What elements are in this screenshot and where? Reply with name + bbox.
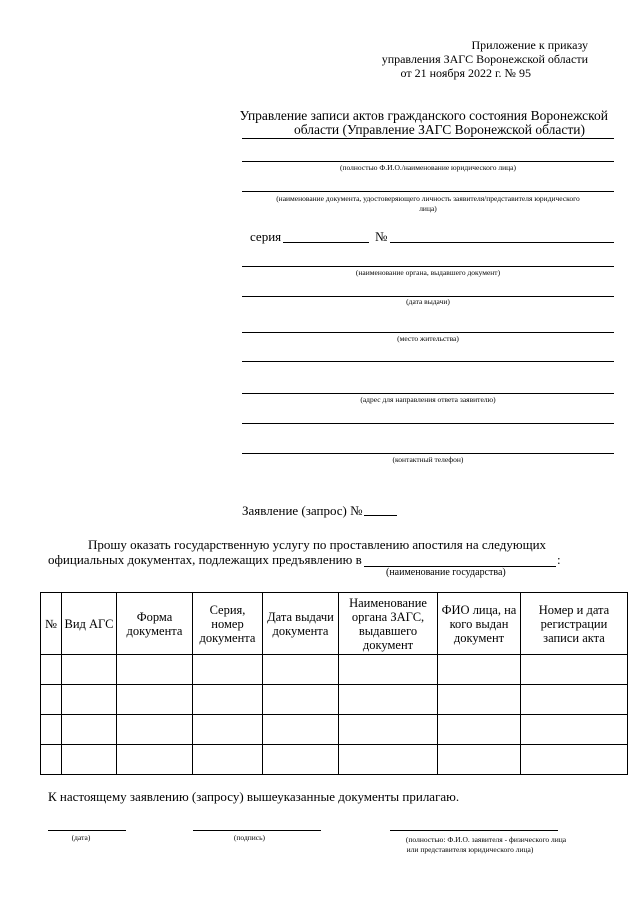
table-cell[interactable] — [263, 715, 339, 745]
reply-address-field-continued[interactable] — [242, 423, 614, 424]
document-number-field[interactable] — [390, 242, 614, 243]
table-cell[interactable] — [41, 745, 62, 775]
appendix-line-3: от 21 ноября 2022 г. № 95 — [400, 66, 531, 80]
table-row — [41, 715, 628, 745]
table-row — [41, 655, 628, 685]
applicant-name-field[interactable] — [390, 830, 558, 831]
organization-title-line-1: Управление записи актов гражданского состояния Воронежской — [239, 108, 608, 123]
table-row — [41, 685, 628, 715]
applicant-name-caption-line-2: или представителя юридического лица) — [406, 845, 534, 854]
documents-table — [40, 592, 628, 775]
fullname-caption: (полностью Ф.И.О./наименование юридического лица) — [340, 163, 516, 172]
residence-caption: (место жительства) — [397, 334, 459, 343]
table-cell[interactable] — [117, 655, 193, 685]
table-cell[interactable] — [62, 715, 117, 745]
application-title: Заявление (запрос) № — [242, 503, 363, 518]
reply-address-field[interactable] — [242, 393, 614, 394]
table-cell[interactable] — [193, 715, 263, 745]
table-cell[interactable] — [521, 715, 628, 745]
reply-address-caption: (адрес для направления ответа заявителю) — [360, 395, 496, 404]
column-header-holder-name: ФИО лица, на кого выдан документ — [438, 593, 521, 655]
destination-state-caption: (наименование государства) — [386, 567, 506, 578]
table-cell[interactable] — [41, 715, 62, 745]
column-header-registration-record: Номер и дата регистрации записи акта — [521, 593, 628, 655]
identity-document-caption-line-1: (наименование документа, удостоверяющего личность заявителя/представителя юридического — [276, 194, 580, 203]
column-header-act-type: Вид АГС — [62, 593, 117, 655]
table-row — [41, 745, 628, 775]
table-cell[interactable] — [193, 655, 263, 685]
phone-caption: (контактный телефон) — [392, 455, 464, 464]
number-label: № — [375, 229, 388, 244]
table-cell[interactable] — [41, 655, 62, 685]
applicant-name-caption-line-1: (полностью: Ф.И.О. заявителя - физического лица — [405, 835, 567, 844]
table-cell[interactable] — [62, 745, 117, 775]
table-cell[interactable] — [339, 655, 438, 685]
signature-field[interactable] — [193, 830, 321, 831]
series-field[interactable] — [283, 242, 369, 243]
table-cell[interactable] — [438, 715, 521, 745]
residence-field-continued[interactable] — [242, 361, 614, 362]
residence-field[interactable] — [242, 332, 614, 333]
column-header-issuing-office: Наименование органа ЗАГС, выдавшего документ — [339, 593, 438, 655]
table-cell[interactable] — [117, 745, 193, 775]
table-cell[interactable] — [193, 685, 263, 715]
issuer-field[interactable] — [242, 266, 614, 267]
table-cell[interactable] — [438, 745, 521, 775]
table-cell[interactable] — [339, 745, 438, 775]
request-text-line-1: Прошу оказать государственную услугу по проставлению апостиля на следующих — [88, 537, 547, 552]
table-cell[interactable] — [521, 655, 628, 685]
table-cell[interactable] — [41, 685, 62, 715]
issue-date-caption: (дата выдачи) — [406, 297, 450, 306]
table-cell[interactable] — [117, 715, 193, 745]
table-cell[interactable] — [193, 745, 263, 775]
column-header-document-form: Форма документа — [117, 593, 193, 655]
table-cell[interactable] — [521, 745, 628, 775]
column-header-number: № — [41, 593, 62, 655]
organization-underline — [242, 138, 614, 139]
issuer-caption: (наименование органа, выдавшего документ) — [355, 268, 501, 277]
identity-document-field[interactable] — [242, 191, 614, 192]
table-cell[interactable] — [62, 685, 117, 715]
table-cell[interactable] — [339, 685, 438, 715]
fullname-field[interactable] — [242, 161, 614, 162]
table-cell[interactable] — [438, 655, 521, 685]
table-cell[interactable] — [521, 685, 628, 715]
table-cell[interactable] — [263, 655, 339, 685]
column-header-series-number: Серия, номер документа — [193, 593, 263, 655]
date-field[interactable] — [48, 830, 126, 831]
table-cell[interactable] — [438, 685, 521, 715]
attachment-statement: К настоящему заявлению (запросу) вышеуказанные документы прилагаю. — [48, 789, 460, 804]
table-cell[interactable] — [263, 685, 339, 715]
request-colon: : — [557, 552, 561, 567]
table-cell[interactable] — [117, 685, 193, 715]
column-header-issue-date: Дата выдачи документа — [263, 593, 339, 655]
appendix-line-2: управления ЗАГС Воронежской области — [381, 52, 588, 66]
table-cell[interactable] — [62, 655, 117, 685]
date-caption: (дата) — [71, 833, 91, 842]
request-text-line-2: официальных документах, подлежащих предъявлению в — [48, 552, 362, 567]
organization-title-line-2: области (Управление ЗАГС Воронежской области) — [294, 122, 585, 137]
phone-field[interactable] — [242, 453, 614, 454]
table-cell[interactable] — [339, 715, 438, 745]
signature-caption: (подпись) — [233, 833, 266, 842]
table-header-row — [41, 593, 628, 655]
application-number-field[interactable] — [364, 515, 397, 516]
series-label: серия — [250, 229, 282, 244]
appendix-line-1: Приложение к приказу — [471, 38, 588, 52]
table-cell[interactable] — [263, 745, 339, 775]
identity-document-caption-line-2: лица) — [419, 204, 437, 213]
